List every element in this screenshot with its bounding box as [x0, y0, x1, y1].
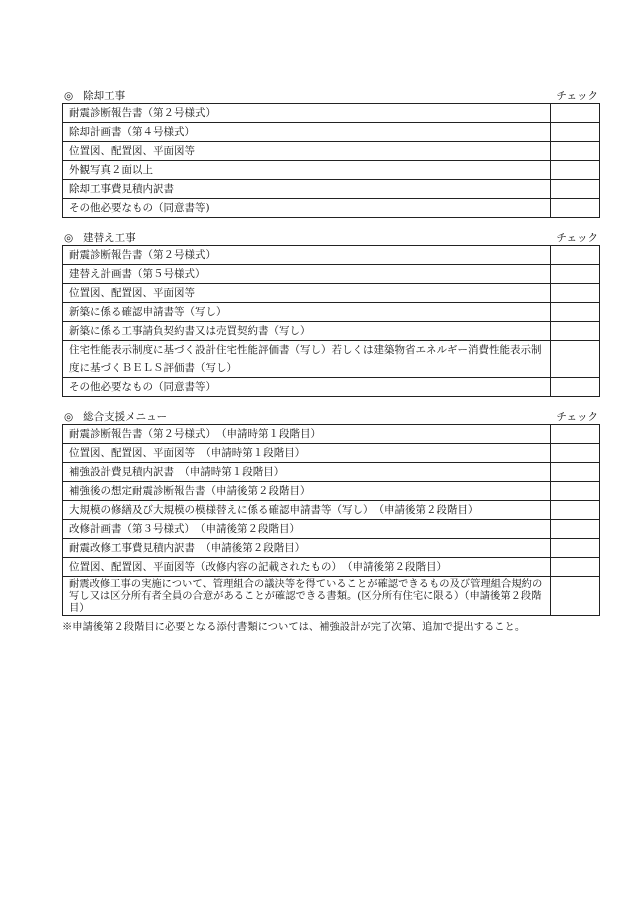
check-column-label: チェック	[556, 411, 598, 423]
check-cell[interactable]	[551, 558, 600, 577]
table-row	[63, 322, 600, 341]
check-column-label: チェック	[556, 90, 598, 102]
item-label: その他必要なもの（同意書等)	[63, 199, 551, 218]
item-label: 外観写真２面以上	[63, 161, 551, 180]
check-cell[interactable]	[551, 104, 600, 123]
item-label: 補強設計費見積内訳書 （申請時第１段階目）	[63, 463, 551, 482]
item-label: 新築に係る工事請負契約書又は売買契約書（写し）	[63, 322, 551, 341]
table-row	[63, 558, 600, 577]
table-row	[63, 123, 600, 142]
check-cell[interactable]	[551, 577, 600, 616]
item-label: 位置図、配置図、平面図等	[63, 142, 551, 161]
check-cell[interactable]	[551, 520, 600, 539]
checklist-table	[62, 103, 600, 218]
check-cell[interactable]	[551, 180, 600, 199]
double-circle-icon: ◎	[64, 411, 74, 423]
check-cell[interactable]	[551, 322, 600, 341]
table-row	[63, 577, 600, 616]
item-label: 位置図、配置図、平面図等（改修内容の記載されたもの） （申請後第２段階目）	[63, 558, 551, 577]
item-label: 除却計画書（第４号様式）	[63, 123, 551, 142]
check-cell[interactable]	[551, 425, 600, 444]
check-cell[interactable]	[551, 199, 600, 218]
check-cell[interactable]	[551, 284, 600, 303]
section-title: ◎ 除却工事	[64, 90, 126, 102]
checklist-table	[62, 245, 600, 397]
table-row	[63, 425, 600, 444]
check-cell[interactable]	[551, 378, 600, 397]
check-cell[interactable]	[551, 142, 600, 161]
check-cell[interactable]	[551, 161, 600, 180]
table-row	[63, 161, 600, 180]
section-title: ◎ 建替え工事	[64, 232, 136, 244]
item-label: 耐震診断報告書（第２号様式） （申請時第１段階目）	[63, 425, 551, 444]
item-label: 建替え計画書（第５号様式）	[63, 265, 551, 284]
check-cell[interactable]	[551, 303, 600, 322]
check-cell[interactable]	[551, 246, 600, 265]
item-label: 補強後の想定耐震診断報告書（申請後第２段階目）	[63, 482, 551, 501]
item-label: 耐震改修工事の実施について、管理組合の議決等を得ていることが確認できるもの及び管理組合規約の写し又は区分所有者全員の合意があることが確認できる書類。(区分所有住宅に限る）（申請後第２段階目）	[63, 577, 551, 616]
check-cell[interactable]	[551, 265, 600, 284]
checklist-table	[62, 424, 600, 616]
table-row	[63, 444, 600, 463]
double-circle-icon: ◎	[64, 90, 74, 102]
table-row	[63, 303, 600, 322]
item-label: 改修計画書（第３号様式） （申請後第２段階目）	[63, 520, 551, 539]
double-circle-icon: ◎	[64, 232, 74, 244]
section-demolition	[62, 89, 600, 218]
item-label: 大規模の修繕及び大規模の模様替えに係る確認申請書等（写し） （申請後第２段階目）	[63, 501, 551, 520]
section-comprehensive-support	[62, 410, 600, 633]
table-row	[63, 180, 600, 199]
footnote: ※申請後第２段階目に必要となる添付書類については、補強設計が完了次第、追加で提出すること。	[62, 621, 526, 633]
table-row	[63, 539, 600, 558]
section-header	[62, 410, 600, 424]
table-row	[63, 142, 600, 161]
item-label: 位置図、配置図、平面図等 （申請時第１段階目）	[63, 444, 551, 463]
section-title: ◎ 総合支援メニュー	[64, 411, 168, 423]
item-label: その他必要なもの（同意書等）	[63, 378, 551, 397]
check-cell[interactable]	[551, 482, 600, 501]
section-rebuild	[62, 231, 600, 397]
check-cell[interactable]	[551, 501, 600, 520]
check-cell[interactable]	[551, 444, 600, 463]
check-column-label: チェック	[556, 232, 598, 244]
item-label: 除却工事費見積内訳書	[63, 180, 551, 199]
item-label: 新築に係る確認申請書等（写し）	[63, 303, 551, 322]
table-row	[63, 482, 600, 501]
table-row	[63, 246, 600, 265]
item-label: 耐震改修工事費見積内訳書 （申請後第２段階目）	[63, 539, 551, 558]
document-page	[62, 89, 600, 633]
table-row	[63, 463, 600, 482]
item-label: 耐震診断報告書（第２号様式）	[63, 104, 551, 123]
table-row	[63, 104, 600, 123]
table-row	[63, 378, 600, 397]
table-row	[63, 284, 600, 303]
check-cell[interactable]	[551, 341, 600, 378]
table-row	[63, 265, 600, 284]
check-cell[interactable]	[551, 463, 600, 482]
item-label: 位置図、配置図、平面図等	[63, 284, 551, 303]
table-row	[63, 199, 600, 218]
table-row	[63, 341, 600, 378]
check-cell[interactable]	[551, 123, 600, 142]
check-cell[interactable]	[551, 539, 600, 558]
table-row	[63, 520, 600, 539]
table-row	[63, 501, 600, 520]
section-header	[62, 89, 600, 103]
item-label: 住宅性能表示制度に基づく設計住宅性能評価書（写し）若しくは建築物省エネルギー消費性能表示制度に基づくＢＥＬＳ評価書（写し）	[63, 341, 551, 378]
section-header	[62, 231, 600, 245]
item-label: 耐震診断報告書（第２号様式）	[63, 246, 551, 265]
